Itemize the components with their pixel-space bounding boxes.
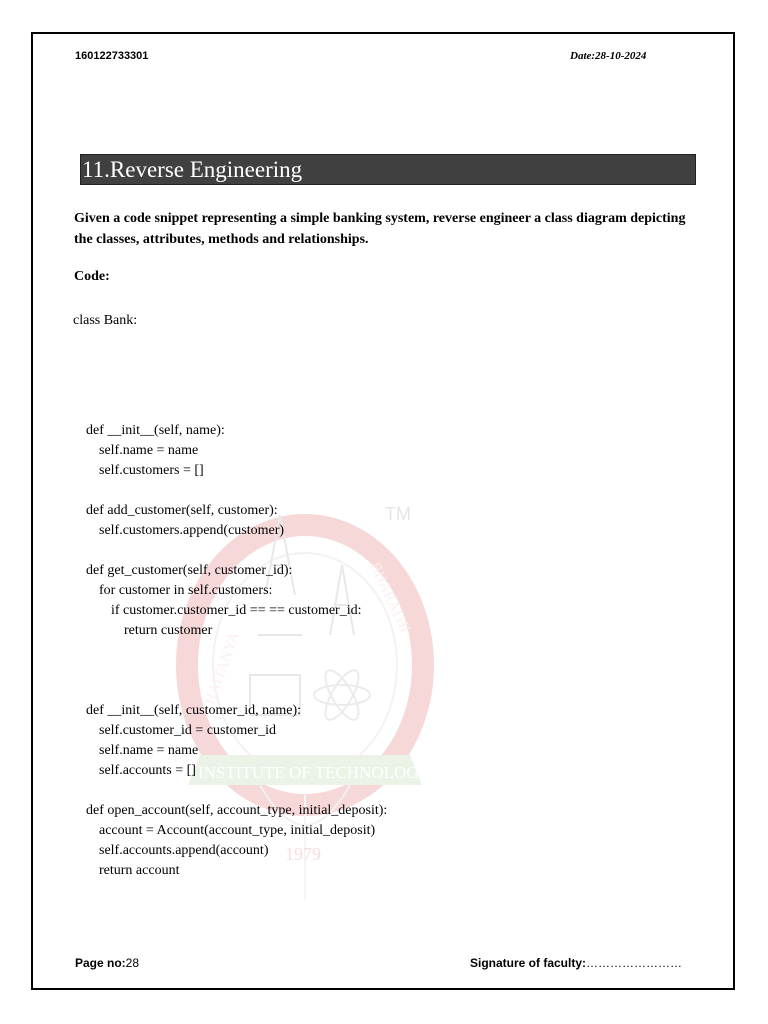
page-number-footer xyxy=(75,956,139,970)
code-line: self.customers.append(customer) xyxy=(99,523,285,538)
watermark-banner: INSTITUTE OF TECHNOLOGY xyxy=(198,763,431,782)
code-line: return customer xyxy=(124,623,213,638)
code-line: self.customer_id = customer_id xyxy=(99,723,277,738)
task-description: Given a code snippet representing a simple banking system, reverse engineer a class diagram depicting the classes, attributes, methods and relationships. xyxy=(74,211,686,247)
code-line: return account xyxy=(99,863,180,878)
code-line: def __init__(self, customer_id, name): xyxy=(86,703,301,718)
roll-number: 160122733301 xyxy=(75,50,149,62)
faculty-signature-footer xyxy=(470,956,682,970)
code-line: account = Account(account_type, initial_deposit) xyxy=(99,823,376,838)
section-title: 11.Reverse Engineering xyxy=(82,157,303,182)
watermark-year: 1979 xyxy=(285,844,321,864)
code-line: def add_customer(self, customer): xyxy=(86,503,278,518)
page-number-label: Page no: xyxy=(75,956,126,970)
code-label: Code: xyxy=(74,269,110,284)
code-line: def get_customer(self, customer_id): xyxy=(86,563,293,578)
page-number-value: 28 xyxy=(125,956,140,970)
code-line: self.name = name xyxy=(99,443,199,458)
date-label: Date:28-10-2024 xyxy=(570,50,647,62)
code-line: if customer.customer_id == == customer_id: xyxy=(111,603,362,618)
signature-label: Signature of faculty: xyxy=(470,956,587,970)
code-line: for customer in self.customers: xyxy=(99,583,273,598)
code-line: self.name = name xyxy=(99,743,199,758)
watermark-arc-right: BHARATHI xyxy=(366,559,413,636)
code-line: self.accounts = [] xyxy=(99,763,196,778)
watermark-arc-left: CHAITANYA xyxy=(198,629,244,717)
code-line: self.accounts.append(account) xyxy=(99,843,269,858)
signature-line: …………………… xyxy=(586,956,683,970)
code-line: self.customers = [] xyxy=(99,463,204,478)
watermark-tm: TM xyxy=(385,504,411,524)
code-line: def __init__(self, name): xyxy=(86,423,225,438)
code-line: class Bank: xyxy=(73,313,138,328)
code-line: def open_account(self, account_type, initial_deposit): xyxy=(86,803,388,818)
